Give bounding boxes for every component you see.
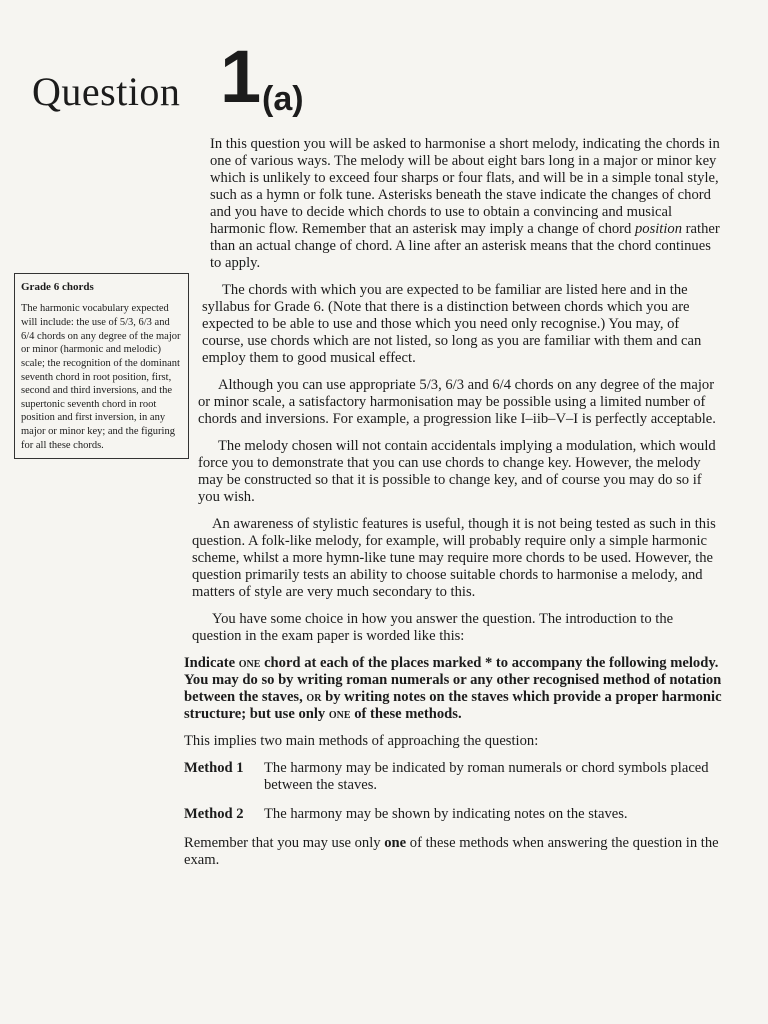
sidebox-title: Grade 6 chords (21, 281, 94, 293)
method-1-text: The harmony may be indicated by roman numerals or chord symbols placed between the staves. (264, 760, 709, 793)
modulation-paragraph: The melody chosen will not contain accidentals implying a modulation, which would force you to demonstrate that you can use chords to change key. However, the melody may be constructed so that it is possible to change key, and of course you may do so if you wish. (198, 438, 716, 505)
method-2-text: The harmony may be shown by indicating notes on the staves. (264, 806, 628, 822)
grade-6-chords-box (14, 273, 189, 459)
intro-paragraph: In this question you will be asked to harmonise a short melody, indicating the chords in one of various ways. The melody will be about eight bars long in a major or minor key which is unlikely to exceed four sharps or four flats, and will be in a simple tonal style, such as a hymn or folk tune. Asterisks beneath the stave indicate the changes of chord and you have to decide which chords to use to obtain a convincing and musical harmonic flow. Remember that an asterisk may imply a change of chord position rather than an actual change of chord. A line after an asterisk means that the chord continues to apply. (210, 136, 720, 271)
method-2 (184, 806, 724, 823)
familiar-chords-paragraph: The chords with which you are expected to be familiar are listed here and in the syllabus for Grade 6. (Note that there is a distinction between chords which you are expected to be able to use and those which you need only recognise.) You may, of course, use chords which are not listed, so long as you are familiar with them and can employ them to good musical effect. (202, 282, 702, 366)
sidebox-body: The harmonic vocabulary expected will include: the use of 5/3, 6/3 and 6/4 chords on any degree of the major or minor (harmonic and melodic) scale; the recognition of the dominant seventh chord in root position, first, second and third inversions, and the supertonic seventh chord in root position and first inversion, in any major or minor key; and the figuring for all these chords. (21, 303, 181, 451)
methods-intro: This implies two main methods of approaching the question: (184, 733, 539, 749)
stylistic-paragraph: An awareness of stylistic features is useful, though it is not being tested as such in this question. A folk-like melody, for example, will probably require only a simple harmonic scheme, whilst a more hymn-like tune may require more chords to be used. However, the question primarily tests an ability to choose suitable chords to harmonise a melody, and matters of style are very much secondary to this. (192, 516, 716, 600)
main-text (184, 136, 724, 879)
heading-number: 1 (220, 35, 262, 118)
method-1 (184, 760, 724, 794)
method-1-label: Method 1 (184, 760, 244, 776)
heading-part: (a) (262, 80, 304, 118)
heading-word: Question (32, 69, 181, 114)
chords-degree-paragraph: Although you can use appropriate 5/3, 6/3 and 6/4 chords on any degree of the major or minor scale, a satisfactory harmonisation may be possible using a limited number of chords and inversions. For example, a progression like I–iib–V–I is perfectly acceptable. (198, 377, 716, 427)
remember-paragraph: Remember that you may use only one of these methods when answering the question in the exam. (184, 835, 719, 868)
choice-paragraph: You have some choice in how you answer the question. The introduction to the question in the exam paper is worded like this: (192, 611, 674, 644)
method-2-label: Method 2 (184, 806, 244, 822)
exam-instruction-quote: Indicate one chord at each of the places marked * to accompany the following melody. You may do so by writing roman numerals or any other recognised method of notation between the staves, or by writing notes on the staves which provide a proper harmonic structure; but use only one of these methods. (184, 655, 722, 722)
